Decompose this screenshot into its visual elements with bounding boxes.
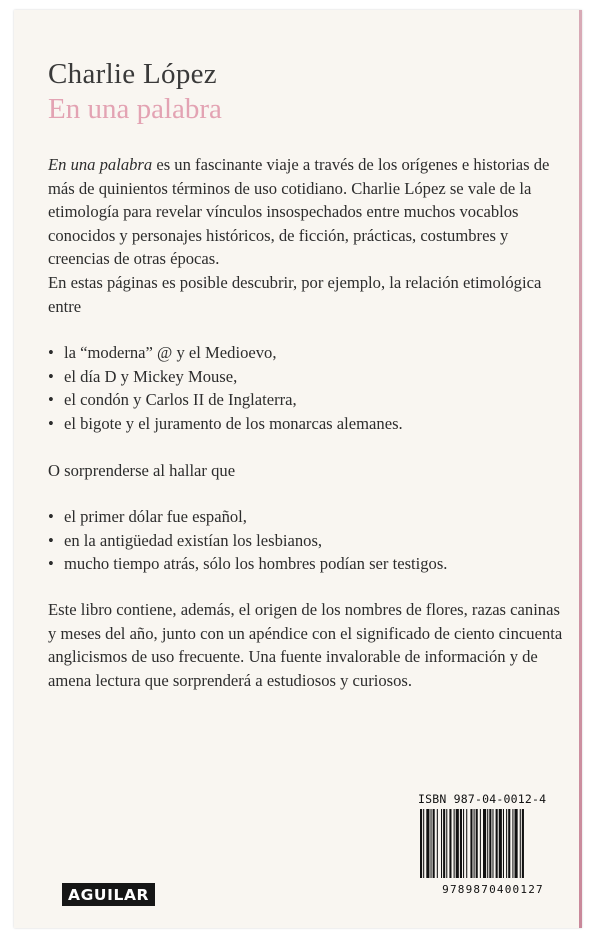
blurb [48,153,564,692]
lead-paragraph: En estas páginas es posible descubrir, por ejemplo, la relación etimológica entre [48,272,542,316]
publisher-logo: AGUILAR [62,883,155,906]
barcode [418,809,568,878]
list-item: • el bigote y el juramento de los monarcas alemanes. [48,412,564,436]
intro-title-italic: En una palabra [48,155,153,174]
book-title: En una palabra [48,93,222,125]
spine-edge [579,10,582,928]
barcode-bars [418,809,568,878]
surprise-paragraph: O sorprenderse al hallar que [48,460,236,480]
list-item: • el condón y Carlos II de Inglaterra, [48,388,564,412]
back-cover [14,10,582,928]
intro-text: es un fascinante viaje a través de los orígenes e historias de más de quinientos términos de uso cotidiano. Charlie López se vale de la etimología para revelar vínculos insospechados entre muchos vocablos conocidos y personajes históricos, de ficción, prácticas, costumbres y creencias de otras épocas. [48,155,550,269]
surprise-list [48,505,564,576]
isbn-label: ISBN 987-04-0012-4 [418,792,547,806]
list-item: • la “moderna” @ y el Medioevo, [48,341,564,365]
barcode-number: 9789870400127 [442,883,544,896]
intro-paragraph [48,153,564,271]
closing-paragraph: Este libro contiene, además, el origen de los nombres de flores, razas caninas y meses del año, junto con un apéndice con el significado de ciento cincuenta anglicismos de uso frecuente. Una fuente invalorable de información y de amena lectura que sorprenderá a estudiosos y curiosos. [48,599,563,690]
list-item: • mucho tiempo atrás, sólo los hombres podían ser testigos. [48,552,564,576]
list-item: • el primer dólar fue español, [48,505,564,529]
list-item: • en la antigüedad existían los lesbianos, [48,529,564,553]
relation-list [48,341,564,435]
list-item: • el día D y Mickey Mouse, [48,365,564,389]
author-name: Charlie López [48,58,217,90]
